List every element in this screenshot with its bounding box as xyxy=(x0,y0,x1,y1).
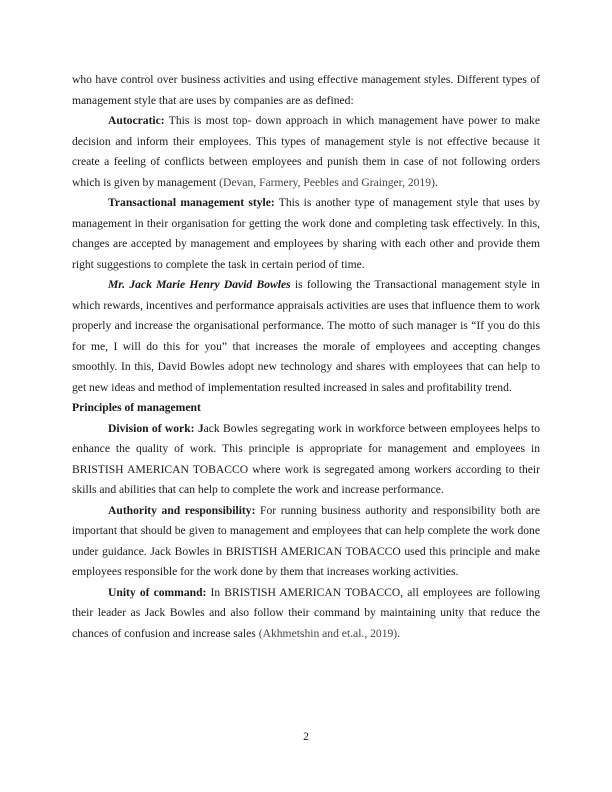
autocratic-text: This is most top- down approach in which management have power to make decision and inform their employees. This types of management style is not effective because it create a feeling of conflicts between employees and punish them in case of not following orders which is given by management xyxy=(72,114,540,189)
autocratic-citation: (Devan, Farmery, Peebles and Grainger, 2019) xyxy=(219,175,435,189)
autocratic-paragraph xyxy=(72,111,540,193)
autocratic-end: . xyxy=(434,175,438,189)
unity-paragraph xyxy=(72,583,540,645)
unity-citation: (Akhmetshin and et.al., 2019) xyxy=(258,626,398,640)
intro-paragraph xyxy=(72,70,540,111)
division-text: ack Bowles segregating work in workforce between employees helps to enhance the quality of work. This principle is appropriate for management and employees in BRISTISH AMERICAN TOBACCO where work is segregated among workers according to their skills and abilities that can help to complete the work and increase performance. xyxy=(72,421,540,496)
authority-text: For running business authority and responsibility both are important that should be given to management and employees that can help complete the work done under guidance. Jack Bowles in BRISTISH AMERICAN TOBACCO used this principle and make employees responsible for the work done by them that increases working activities. xyxy=(72,503,540,578)
transactional-paragraph xyxy=(72,193,540,275)
principles-heading: Principles of management xyxy=(72,401,201,414)
autocratic-label: Autocratic: xyxy=(108,114,165,127)
division-label: Division of work: J xyxy=(108,421,204,435)
document-body xyxy=(72,70,540,644)
bowles-name: Mr. Jack Marie Henry David Bowles xyxy=(108,278,291,291)
unity-text: In BRISTISH AMERICAN TOBACCO, all employees are following their leader as Jack Bowles and also follow their command by maintaining unity that reduce the chances of confusion and increase sales xyxy=(72,585,540,640)
bowles-text: is following the Transactional management style in which rewards, incentives and performance appraisals activities are uses that influence them to work properly and increase the organisational performance. The motto of such manager is “If you do this for me, I will do this for you” that increases the morale of employees and accepting changes smoothly. In this, David Bowles adopt new technology and shares with employees that can help to get new ideas and method of implementation resulted increased in sales and profitability trend. xyxy=(72,278,540,394)
transactional-text: This is another type of management style that uses by management in their organisation for getting the work done and completing task effectively. In this, changes are accepted by management and employees by sharing with each other and provide them right suggestions to complete the task in certain period of time. xyxy=(72,196,540,271)
transactional-label: Transactional management style: xyxy=(108,196,275,209)
intro-text: who have control over business activities and using effective management styles. Different types of management style that are uses by companies are as defined: xyxy=(72,73,540,107)
division-paragraph xyxy=(72,419,540,501)
bowles-paragraph xyxy=(72,275,540,398)
page-number: 2 xyxy=(303,730,309,743)
unity-end: . xyxy=(397,626,401,640)
authority-label: Authority and responsibility: xyxy=(108,503,256,517)
unity-label: Unity of command: xyxy=(108,585,207,599)
authority-paragraph xyxy=(72,501,540,583)
